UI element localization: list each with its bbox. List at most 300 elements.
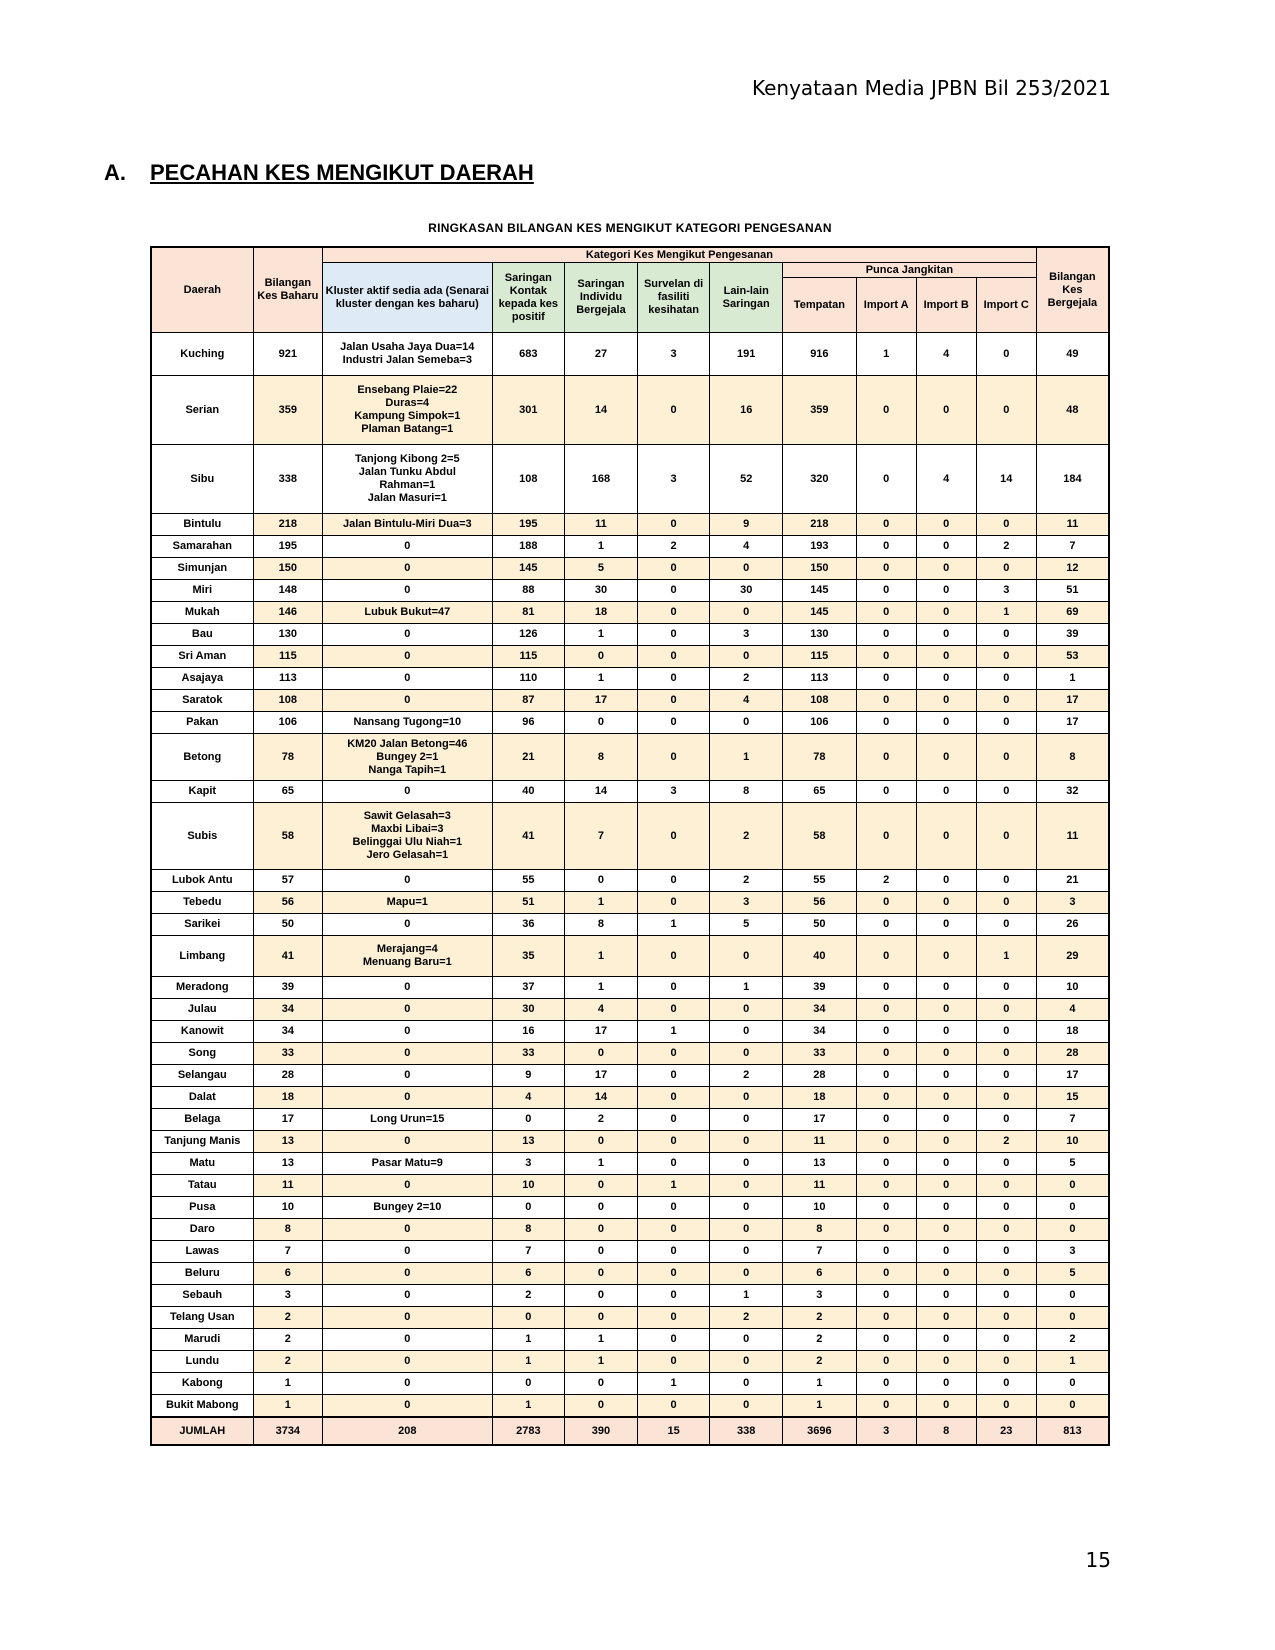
cell-import-b: 0: [916, 1329, 976, 1351]
cell-kluster: [323, 580, 492, 602]
cell-kes-baharu: 3: [253, 1285, 322, 1307]
cell-daerah: Limbang: [151, 936, 253, 977]
cell-survelan: 0: [637, 376, 710, 445]
cell-import-c: 0: [976, 1153, 1036, 1175]
kluster-line: Jalan Usaha Jaya Dua=14: [340, 341, 475, 353]
cell-kes-baharu: 106: [253, 712, 322, 734]
cell-saringan-kontak: 41: [492, 803, 565, 870]
cell-import-c: 23: [976, 1417, 1036, 1445]
table-row: [151, 936, 1109, 977]
cell-survelan: 0: [637, 870, 710, 892]
cell-survelan: 0: [637, 514, 710, 536]
cell-import-c: 0: [976, 1285, 1036, 1307]
cell-daerah: Lawas: [151, 1241, 253, 1263]
cell-saringan-kontak: 115: [492, 646, 565, 668]
cell-saringan-individu: 14: [565, 376, 638, 445]
cell-import-b: 0: [916, 1087, 976, 1109]
cell-saringan-individu: 0: [565, 870, 638, 892]
cell-import-c: 0: [976, 514, 1036, 536]
cell-tempatan: 58: [783, 803, 857, 870]
cell-tempatan: 130: [783, 624, 857, 646]
kluster-line: 0: [404, 1355, 411, 1367]
cell-kes-baharu: 3734: [253, 1417, 322, 1445]
cell-import-b: 0: [916, 1131, 976, 1153]
cell-import-b: 0: [916, 1197, 976, 1219]
cell-import-c: 14: [976, 445, 1036, 514]
cell-kes-baharu: 13: [253, 1131, 322, 1153]
cell-tempatan: 115: [783, 646, 857, 668]
cell-kes-baharu: 146: [253, 602, 322, 624]
cell-daerah: Samarahan: [151, 536, 253, 558]
cell-import-c: 0: [976, 1241, 1036, 1263]
cell-import-b: 0: [916, 1395, 976, 1418]
cell-saringan-kontak: 1: [492, 1351, 565, 1373]
cell-kes-baharu: 18: [253, 1087, 322, 1109]
cell-import-c: 0: [976, 892, 1036, 914]
cell-bergejala: 0: [1036, 1175, 1109, 1197]
cell-saringan-kontak: 2783: [492, 1417, 565, 1445]
cell-kluster: [323, 1065, 492, 1087]
cell-import-a: 0: [856, 936, 916, 977]
cell-lain-lain: 3: [710, 892, 783, 914]
kluster-line: 0: [404, 628, 411, 640]
cell-kluster: [323, 1329, 492, 1351]
cell-kes-baharu: 338: [253, 445, 322, 514]
cell-daerah: Dalat: [151, 1087, 253, 1109]
kluster-line: Duras=4: [385, 397, 430, 409]
cell-lain-lain: 2: [710, 668, 783, 690]
cell-saringan-kontak: 0: [492, 1109, 565, 1131]
cell-lain-lain: 0: [710, 602, 783, 624]
cell-import-a: 0: [856, 536, 916, 558]
cell-import-a: 0: [856, 1219, 916, 1241]
cell-bergejala: 8: [1036, 734, 1109, 781]
cell-import-b: 0: [916, 914, 976, 936]
cell-lain-lain: 0: [710, 1395, 783, 1418]
col-header-lain-lain: Lain-lain Saringan: [710, 263, 783, 333]
col-header-survelan: Survelan di fasiliti kesihatan: [637, 263, 710, 333]
table-row: [151, 1241, 1109, 1263]
col-header-bilangan-kes-baharu: Bilangan Kes Baharu: [253, 247, 322, 333]
cell-bergejala: 17: [1036, 1065, 1109, 1087]
cell-saringan-individu: 0: [565, 1263, 638, 1285]
cell-tempatan: 193: [783, 536, 857, 558]
cell-saringan-kontak: 1: [492, 1329, 565, 1351]
cell-bergejala: 1: [1036, 668, 1109, 690]
kluster-line: KM20 Jalan Betong=46: [347, 737, 468, 750]
cell-import-a: 0: [856, 514, 916, 536]
cell-saringan-individu: 0: [565, 712, 638, 734]
cell-survelan: 1: [637, 1175, 710, 1197]
cell-kluster: [323, 892, 492, 914]
cell-saringan-individu: 0: [565, 1241, 638, 1263]
cell-survelan: 0: [637, 1153, 710, 1175]
col-header-kluster: Kluster aktif sedia ada (Senarai kluster dengan kes baharu): [323, 263, 492, 333]
cell-bergejala: 39: [1036, 624, 1109, 646]
table-row: [151, 558, 1109, 580]
table-row: [151, 445, 1109, 514]
table-row: [151, 580, 1109, 602]
cell-bergejala: 0: [1036, 1197, 1109, 1219]
cell-saringan-kontak: 9: [492, 1065, 565, 1087]
kluster-line: 0: [404, 584, 411, 596]
cell-kes-baharu: 13: [253, 1153, 322, 1175]
cell-import-b: 0: [916, 1021, 976, 1043]
cell-import-c: 2: [976, 536, 1036, 558]
kluster-line: 0: [404, 1267, 411, 1279]
cell-kluster: [323, 1351, 492, 1373]
cell-survelan: 0: [637, 712, 710, 734]
kluster-line: Nansang Tugong=10: [353, 716, 462, 728]
kluster-line: 0: [404, 650, 411, 662]
cell-import-a: 0: [856, 1153, 916, 1175]
cell-saringan-individu: 2: [565, 1109, 638, 1131]
cell-saringan-kontak: 0: [492, 1197, 565, 1219]
kluster-line: 0: [404, 1047, 411, 1059]
cell-saringan-individu: 17: [565, 690, 638, 712]
cell-daerah: Pusa: [151, 1197, 253, 1219]
cell-import-a: 0: [856, 602, 916, 624]
cell-lain-lain: 0: [710, 1131, 783, 1153]
cell-import-b: 0: [916, 712, 976, 734]
cell-kluster: [323, 870, 492, 892]
cell-kes-baharu: 7: [253, 1241, 322, 1263]
cell-saringan-kontak: 683: [492, 333, 565, 376]
cell-import-c: 0: [976, 1307, 1036, 1329]
cell-daerah: Kabong: [151, 1373, 253, 1395]
cell-saringan-individu: 7: [565, 803, 638, 870]
cell-tempatan: 65: [783, 781, 857, 803]
cell-survelan: 0: [637, 977, 710, 999]
kluster-line: 0: [404, 1289, 411, 1301]
cell-kes-baharu: 8: [253, 1219, 322, 1241]
kluster-line: Kampung Simpok=1: [354, 410, 461, 422]
cell-saringan-individu: 5: [565, 558, 638, 580]
cell-survelan: 2: [637, 536, 710, 558]
col-group-kategori: Kategori Kes Mengikut Pengesanan: [323, 247, 1037, 263]
cell-saringan-individu: 168: [565, 445, 638, 514]
cell-import-b: 0: [916, 781, 976, 803]
kluster-line: Menuang Baru=1: [362, 956, 452, 968]
cell-lain-lain: 0: [710, 1043, 783, 1065]
cell-bergejala: 7: [1036, 536, 1109, 558]
cell-import-a: 0: [856, 1395, 916, 1418]
cell-lain-lain: 16: [710, 376, 783, 445]
kluster-line: Belinggai Ulu Niah=1: [352, 836, 463, 848]
cell-import-a: 0: [856, 892, 916, 914]
cell-daerah: Tebedu: [151, 892, 253, 914]
kluster-line: 0: [404, 785, 411, 797]
cell-import-b: 0: [916, 1043, 976, 1065]
cell-tempatan: 145: [783, 580, 857, 602]
cell-bergejala: 4: [1036, 999, 1109, 1021]
table-row: [151, 1351, 1109, 1373]
cell-saringan-individu: 27: [565, 333, 638, 376]
table-title: RINGKASAN BILANGAN KES MENGIKUT KATEGORI PENGESANAN: [428, 221, 832, 235]
cell-import-c: 0: [976, 1175, 1036, 1197]
cell-daerah: Julau: [151, 999, 253, 1021]
cell-import-a: 0: [856, 1351, 916, 1373]
cell-kes-baharu: 218: [253, 514, 322, 536]
cell-import-c: 0: [976, 333, 1036, 376]
cell-tempatan: 10: [783, 1197, 857, 1219]
cell-bergejala: 10: [1036, 977, 1109, 999]
cell-kluster: [323, 1153, 492, 1175]
cell-kluster: [323, 1131, 492, 1153]
cell-import-b: 0: [916, 1065, 976, 1087]
section-title: [104, 160, 534, 186]
table-row: [151, 1285, 1109, 1307]
kluster-line: 0: [404, 540, 411, 552]
cell-saringan-kontak: 37: [492, 977, 565, 999]
table-row: [151, 914, 1109, 936]
cell-kluster: [323, 624, 492, 646]
table-row: [151, 1109, 1109, 1131]
table-row: [151, 1021, 1109, 1043]
cell-saringan-individu: 390: [565, 1417, 638, 1445]
kluster-line: Ensebang Plaie=22: [357, 384, 458, 396]
kluster-line: Bungey 2=10: [373, 1201, 442, 1213]
cell-kluster: [323, 977, 492, 999]
cell-tempatan: 78: [783, 734, 857, 781]
cell-import-a: 0: [856, 1307, 916, 1329]
cell-import-c: 0: [976, 376, 1036, 445]
cell-bergejala: 17: [1036, 690, 1109, 712]
cell-import-a: 2: [856, 870, 916, 892]
cell-import-c: 0: [976, 1197, 1036, 1219]
table-row: [151, 646, 1109, 668]
cell-import-c: 0: [976, 1043, 1036, 1065]
cell-survelan: 15: [637, 1417, 710, 1445]
cell-import-c: 0: [976, 803, 1036, 870]
cell-bergejala: 11: [1036, 803, 1109, 870]
cell-daerah: Bintulu: [151, 514, 253, 536]
cell-lain-lain: 4: [710, 690, 783, 712]
cell-saringan-kontak: 3: [492, 1153, 565, 1175]
cell-bergejala: 184: [1036, 445, 1109, 514]
cell-saringan-individu: 4: [565, 999, 638, 1021]
cell-bergejala: 5: [1036, 1263, 1109, 1285]
cell-saringan-kontak: 126: [492, 624, 565, 646]
cell-saringan-kontak: 96: [492, 712, 565, 734]
cell-daerah: Kapit: [151, 781, 253, 803]
cell-kluster: [323, 1307, 492, 1329]
kluster-line: 0: [404, 1179, 411, 1191]
cell-kes-baharu: 130: [253, 624, 322, 646]
cell-lain-lain: 4: [710, 536, 783, 558]
cell-saringan-individu: 14: [565, 1087, 638, 1109]
cell-tempatan: 150: [783, 558, 857, 580]
cell-survelan: 3: [637, 445, 710, 514]
cell-lain-lain: 8: [710, 781, 783, 803]
cell-saringan-individu: 1: [565, 536, 638, 558]
cell-bergejala: 49: [1036, 333, 1109, 376]
cell-kes-baharu: 6: [253, 1263, 322, 1285]
cell-saringan-individu: 18: [565, 602, 638, 624]
table-row: [151, 1197, 1109, 1219]
cell-import-b: 0: [916, 1153, 976, 1175]
cell-saringan-kontak: 4: [492, 1087, 565, 1109]
cell-daerah: Beluru: [151, 1263, 253, 1285]
cell-import-a: 0: [856, 1373, 916, 1395]
cell-saringan-individu: 17: [565, 1065, 638, 1087]
cell-saringan-kontak: 36: [492, 914, 565, 936]
cell-saringan-kontak: 2: [492, 1285, 565, 1307]
cell-import-a: 0: [856, 580, 916, 602]
cell-bergejala: 15: [1036, 1087, 1109, 1109]
cell-saringan-individu: 1: [565, 668, 638, 690]
table-row: [151, 536, 1109, 558]
cell-saringan-individu: 30: [565, 580, 638, 602]
cell-lain-lain: 0: [710, 712, 783, 734]
table-row: [151, 1153, 1109, 1175]
kluster-line: 0: [404, 1399, 411, 1411]
cell-kluster: [323, 1263, 492, 1285]
cell-bergejala: 28: [1036, 1043, 1109, 1065]
cell-tempatan: 1: [783, 1395, 857, 1418]
cell-kes-baharu: 11: [253, 1175, 322, 1197]
cell-import-b: 4: [916, 445, 976, 514]
table-row: [151, 1131, 1109, 1153]
table-row: [151, 1087, 1109, 1109]
col-header-import-b: Import B: [916, 278, 976, 333]
cell-bergejala: 21: [1036, 870, 1109, 892]
cell-kes-baharu: 2: [253, 1351, 322, 1373]
cell-daerah: Pakan: [151, 712, 253, 734]
cell-tempatan: 39: [783, 977, 857, 999]
cell-tempatan: 2: [783, 1351, 857, 1373]
kluster-line: Jalan Bintulu-Miri Dua=3: [342, 518, 472, 530]
kluster-line: Tanjong Kibong 2=5: [354, 453, 460, 465]
cell-survelan: 3: [637, 333, 710, 376]
page-header: Kenyataan Media JPBN Bil 253/2021: [751, 76, 1111, 100]
col-header-bergejala: Bilangan Kes Bergejala: [1036, 247, 1109, 333]
cell-survelan: 0: [637, 1043, 710, 1065]
kluster-line: Merajang=4: [376, 943, 438, 955]
kluster-line: 0: [404, 1377, 411, 1389]
cell-lain-lain: 2: [710, 1065, 783, 1087]
cell-lain-lain: 191: [710, 333, 783, 376]
cell-import-c: 0: [976, 734, 1036, 781]
cell-import-b: 0: [916, 1351, 976, 1373]
kluster-line: 0: [404, 672, 411, 684]
cell-import-c: 0: [976, 668, 1036, 690]
cell-bergejala: 18: [1036, 1021, 1109, 1043]
cell-survelan: 0: [637, 936, 710, 977]
cell-survelan: 0: [637, 646, 710, 668]
cell-import-b: 0: [916, 803, 976, 870]
page-number: 15: [1085, 1548, 1111, 1572]
cell-import-c: 1: [976, 602, 1036, 624]
cell-kes-baharu: 150: [253, 558, 322, 580]
cell-saringan-kontak: 6: [492, 1263, 565, 1285]
cell-lain-lain: 0: [710, 936, 783, 977]
cell-tempatan: 33: [783, 1043, 857, 1065]
cell-import-a: 0: [856, 1109, 916, 1131]
cell-survelan: 0: [637, 1109, 710, 1131]
cell-import-b: 0: [916, 690, 976, 712]
cell-kes-baharu: 57: [253, 870, 322, 892]
cell-import-c: 0: [976, 1329, 1036, 1351]
cell-daerah: Mukah: [151, 602, 253, 624]
kluster-line: 0: [404, 1025, 411, 1037]
cell-saringan-individu: 1: [565, 936, 638, 977]
cell-lain-lain: 30: [710, 580, 783, 602]
cell-survelan: 0: [637, 1087, 710, 1109]
cell-lain-lain: 0: [710, 1087, 783, 1109]
cell-import-b: 4: [916, 333, 976, 376]
cell-bergejala: 10: [1036, 1131, 1109, 1153]
cell-import-c: 0: [976, 999, 1036, 1021]
kluster-line: Lubuk Bukut=47: [364, 606, 451, 618]
cell-saringan-individu: 1: [565, 1329, 638, 1351]
cell-import-b: 0: [916, 376, 976, 445]
cell-saringan-individu: 8: [565, 734, 638, 781]
cell-import-b: 0: [916, 1241, 976, 1263]
cell-bergejala: 3: [1036, 892, 1109, 914]
cell-saringan-kontak: 301: [492, 376, 565, 445]
cell-tempatan: 34: [783, 999, 857, 1021]
cell-bergejala: 53: [1036, 646, 1109, 668]
cell-survelan: 0: [637, 1395, 710, 1418]
cell-daerah: Sri Aman: [151, 646, 253, 668]
table-body: [151, 333, 1109, 1446]
cell-import-a: 0: [856, 1329, 916, 1351]
cell-import-a: 0: [856, 445, 916, 514]
cell-tempatan: 916: [783, 333, 857, 376]
cell-kluster: [323, 1285, 492, 1307]
cell-daerah: Belaga: [151, 1109, 253, 1131]
cell-lain-lain: 0: [710, 1329, 783, 1351]
table-row: [151, 712, 1109, 734]
kluster-line: Pasar Matu=9: [371, 1157, 443, 1169]
cell-daerah: Sebauh: [151, 1285, 253, 1307]
cell-import-b: 0: [916, 1307, 976, 1329]
cell-import-a: 0: [856, 999, 916, 1021]
cell-survelan: 0: [637, 1241, 710, 1263]
cell-tempatan: 3: [783, 1285, 857, 1307]
cell-import-a: 0: [856, 1175, 916, 1197]
cell-daerah: Simunjan: [151, 558, 253, 580]
cell-bergejala: 12: [1036, 558, 1109, 580]
cell-survelan: 0: [637, 580, 710, 602]
cell-lain-lain: 0: [710, 1351, 783, 1373]
table-row: [151, 624, 1109, 646]
cell-kes-baharu: 39: [253, 977, 322, 999]
cell-import-c: 0: [976, 781, 1036, 803]
cell-kes-baharu: 56: [253, 892, 322, 914]
table-row: [151, 999, 1109, 1021]
cell-tempatan: 2: [783, 1307, 857, 1329]
table-row: [151, 781, 1109, 803]
cell-tempatan: 8: [783, 1219, 857, 1241]
cell-import-c: 0: [976, 1351, 1036, 1373]
cell-daerah: Lubok Antu: [151, 870, 253, 892]
cell-saringan-kontak: 13: [492, 1131, 565, 1153]
cell-bergejala: 813: [1036, 1417, 1109, 1445]
cell-import-c: 0: [976, 870, 1036, 892]
cell-daerah: Telang Usan: [151, 1307, 253, 1329]
cell-saringan-kontak: 87: [492, 690, 565, 712]
cell-import-c: 0: [976, 1373, 1036, 1395]
table-row: [151, 690, 1109, 712]
cell-saringan-kontak: 1: [492, 1395, 565, 1418]
cell-import-a: 0: [856, 624, 916, 646]
cell-lain-lain: 2: [710, 803, 783, 870]
cell-import-a: 0: [856, 1043, 916, 1065]
cell-saringan-kontak: 21: [492, 734, 565, 781]
cell-saringan-kontak: 8: [492, 1219, 565, 1241]
